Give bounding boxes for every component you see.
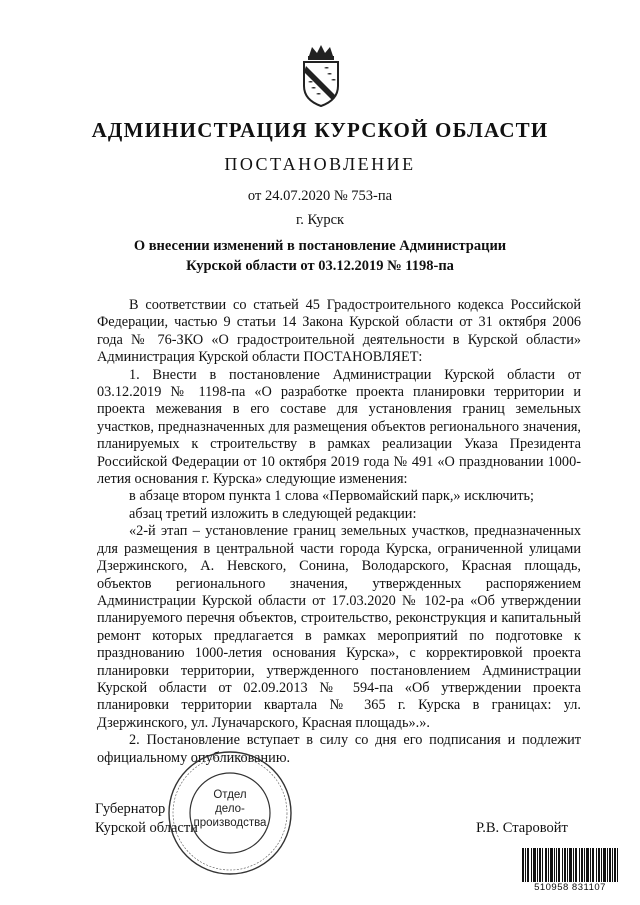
- subject-line-1: О внесении изменений в постановление Администрации: [133, 238, 507, 254]
- signatory-title-line-1: Губернатор: [95, 801, 166, 817]
- barcode-number: 510958 831107: [534, 882, 606, 893]
- document-type: ПОСТАНОВЛЕНИЕ: [224, 154, 416, 174]
- stamp-line-3: производства: [193, 817, 267, 829]
- document-city: г. Курск: [295, 212, 345, 228]
- stamp-line-2: дело-: [215, 803, 245, 815]
- organization-title: АДМИНИСТРАЦИЯ КУРСКОЙ ОБЛАСТИ: [91, 118, 549, 142]
- document-date-number: от 24.07.2020 № 753-па: [247, 188, 393, 204]
- body-paragraph-new-text: «2-й этап – установление границ земельных участков, предназначенных для размещения в центральной части города Курска, ограниченной улицами Дзержинского, А. Невского, Сонина, Володарского, Красная площадь, объектов регионального значения, утвержденных распоряжением Администрации Курской области от 17.03.2020 № 102-ра «Об утверждении планируемого перечня объектов, строительство, реконструкция и капитальный ремонт которых предлагается в рамках мероприятий по подготовке к празднованию 1000-летия основания Курска», с корректировкой проекта планировки территории, утвержденного постановлением Администрации Курской области от 02.09.2013 № 594-па «Об утверждении проекта планировки территории квартала № 365 г. Курска в границах: ул. Дзержинского, ул. Луначарского, Красная площадь».».: [97, 523, 581, 731]
- body-paragraph-amendment-1: в абзаце втором пункта 1 слова «Первомайский парк,» исключить;: [129, 488, 534, 505]
- document-subject: [80, 236, 560, 276]
- stamp-text: [190, 788, 270, 830]
- stamp-line-1: Отдел: [213, 789, 247, 801]
- barcode-icon: [522, 848, 618, 882]
- body-paragraph-amendment-2: абзац третий изложить в следующей редакции:: [129, 505, 417, 522]
- subject-line-2: Курской области от 03.12.2019 № 1198-па: [186, 258, 454, 274]
- body-paragraph-item-1: 1. Внести в постановление Администрации Курской области от 03.12.2019 № 1198-па «О разработке проекта планировки территории и проекта межевания в его составе для установления границ земельных участков, предназначенных для размещения объектов регионального значения, планируемых к строительству в рамках реализации Указа Президента Российской Федерации от 10 октября 2019 года № 491 «О праздновании 1000-летия основания г. Курска» следующие изменения:: [97, 366, 581, 488]
- document-body: [97, 297, 581, 767]
- coat-of-arms-icon: [296, 44, 346, 108]
- signatory-title-line-2: Курской области: [95, 820, 198, 836]
- signatory-name: Р.В. Старовойт: [476, 820, 568, 836]
- body-paragraph-item-2: 2. Постановление вступает в силу со дня его подписания и подлежит официальному опубликованию.: [97, 732, 581, 766]
- body-paragraph-preamble: В соответствии со статьей 45 Градостроительного кодекса Российской Федерации, частью 9 статьи 14 Закона Курской области от 31 октября 2006 года № 76-ЗКО «О градостроительной деятельности в Курской области» Администрация Курской области ПОСТАНОВЛЯЕТ:: [97, 297, 581, 366]
